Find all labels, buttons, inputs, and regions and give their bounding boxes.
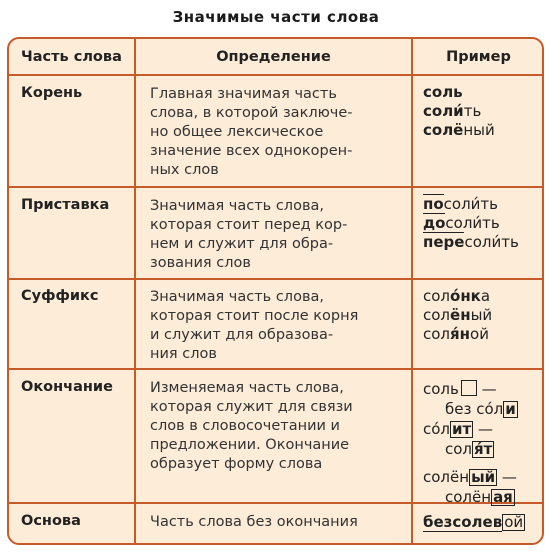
definition-ending: Изменяемая часть слова, которая служит для связи слов в словосочетании и предложении. Окончание образует форму слова xyxy=(150,380,353,472)
example-word: соль — xyxy=(423,380,497,398)
page-title: Значимые части слова xyxy=(172,8,380,26)
row-name-prefix: Приставка xyxy=(21,197,110,213)
example-word: соля́ной xyxy=(423,325,489,343)
header-definition: Определение xyxy=(216,48,331,65)
example-word: без со́л и xyxy=(445,400,516,418)
definition-stem: Часть слова без окончания xyxy=(150,514,358,530)
example-word: соло́нка xyxy=(423,287,491,305)
examples-stem xyxy=(423,513,525,532)
example-word: пересоли́ть xyxy=(423,233,519,251)
example-word: соли́ть xyxy=(423,102,482,120)
example-word: сол я́т xyxy=(445,440,493,458)
definition-suffix: Значимая часть слова, которая стоит после корня и служит для образова- ния слов xyxy=(150,289,359,362)
row-name-stem: Основа xyxy=(21,513,81,529)
definition-prefix: Значимая часть слова, которая стоит перед кор- нем и служит для обра- зования слов xyxy=(150,198,348,271)
word-parts-table xyxy=(7,37,544,545)
examples-suffix xyxy=(423,287,492,344)
example-word: солён ый — xyxy=(423,468,517,486)
examples-ending xyxy=(423,379,518,507)
example-word: безсолев ой xyxy=(423,513,524,531)
row-name-ending: Окончание xyxy=(21,379,113,395)
row-name-root: Корень xyxy=(21,85,83,101)
example-word: солёный xyxy=(423,306,493,324)
example-word: досоли́ть xyxy=(423,214,500,232)
example-word: посоли́ть xyxy=(423,195,499,213)
header-example: Пример xyxy=(446,48,511,65)
example-word: солёный xyxy=(423,121,495,139)
row-name-suffix: Суффикс xyxy=(21,288,99,304)
example-word: солён ая xyxy=(445,488,513,506)
example-word: соль xyxy=(423,83,463,101)
empty-ending-box xyxy=(461,380,477,396)
definition-root: Главная значимая часть слова, в которой заключе- но общее лексическое значение всех однокорен- ных слов xyxy=(150,86,353,178)
examples-root xyxy=(423,83,495,140)
examples-prefix xyxy=(423,195,519,252)
example-word: со́л ит — xyxy=(423,420,494,438)
header-part: Часть слова xyxy=(21,48,122,65)
